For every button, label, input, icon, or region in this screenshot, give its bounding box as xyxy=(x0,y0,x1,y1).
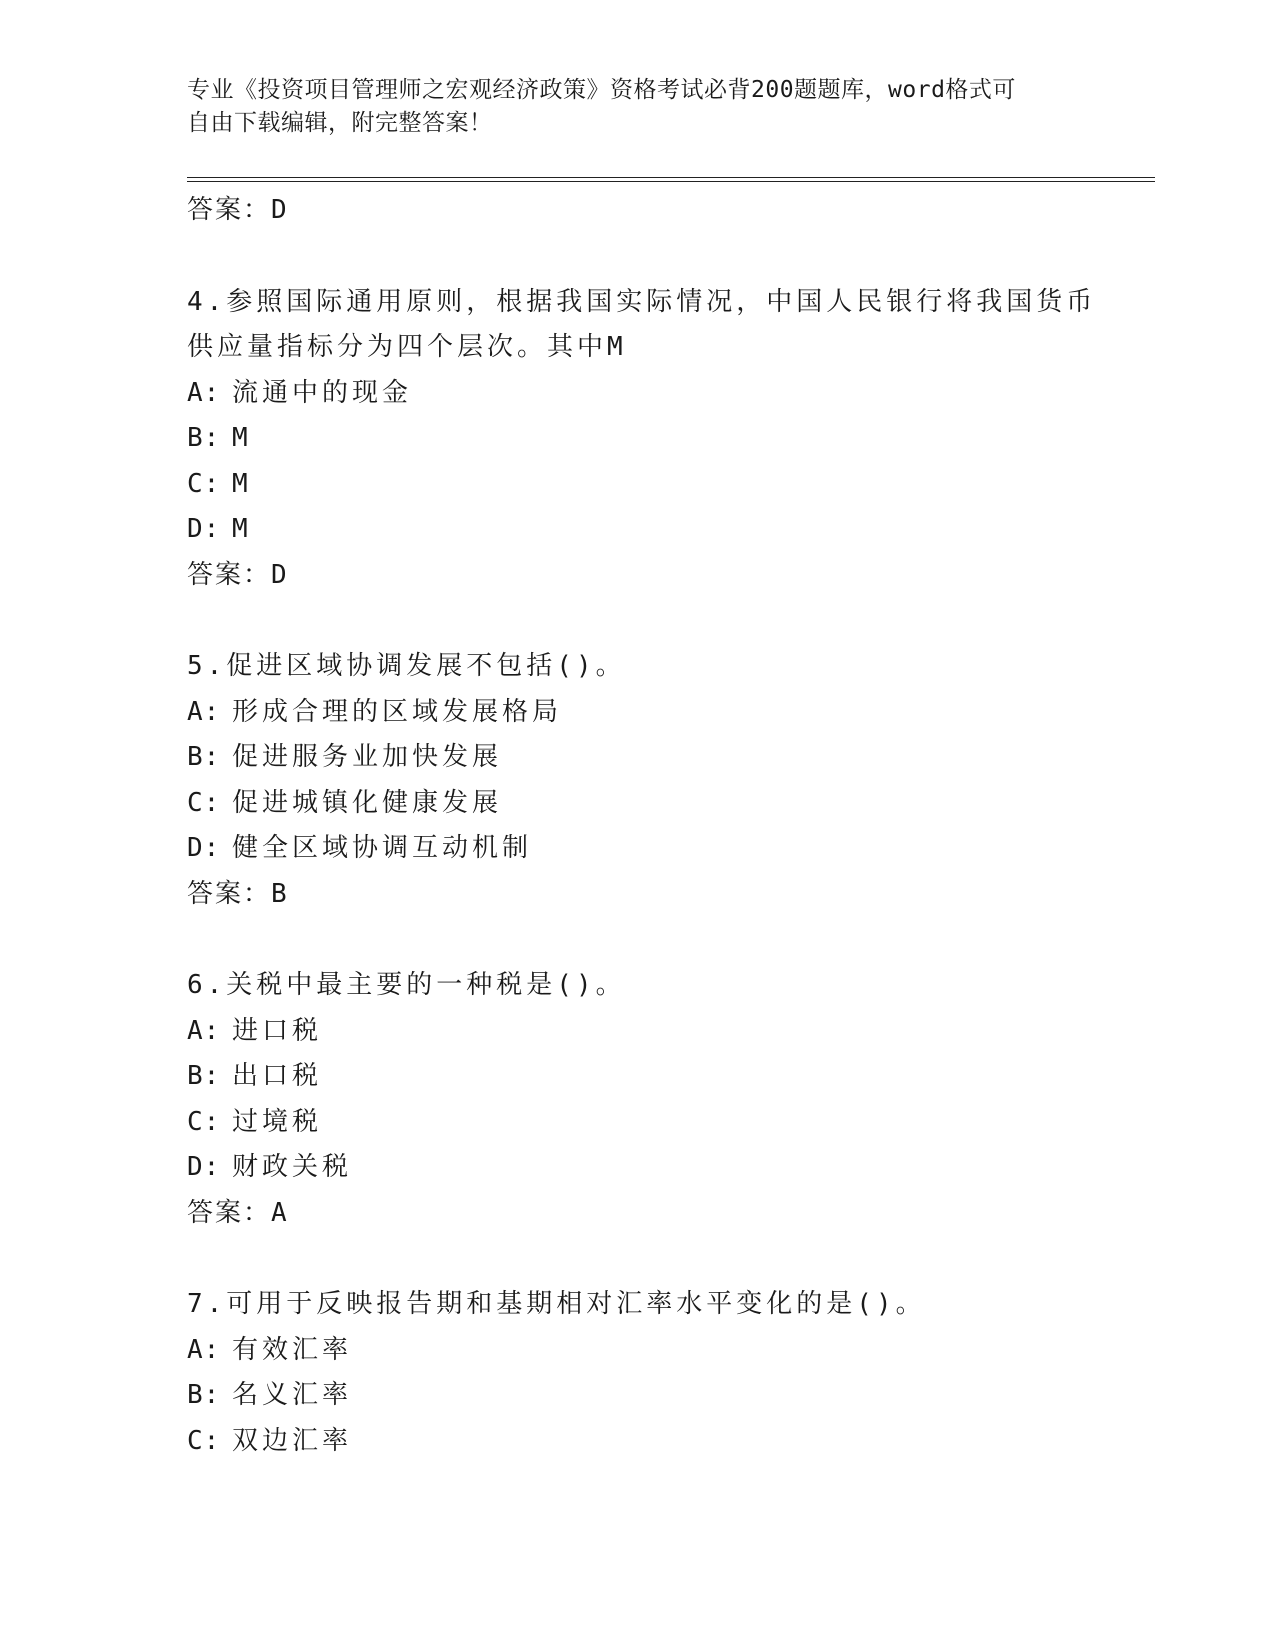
question-stem: 5.促进区域协调发展不包括()。 xyxy=(187,651,626,681)
option-letter: A: xyxy=(187,1334,221,1365)
option-letter: A: xyxy=(187,1015,221,1046)
option-text: 财政关税 xyxy=(232,1152,353,1182)
option-d xyxy=(187,826,1087,872)
option-text: M xyxy=(232,514,252,544)
option-text: 有效汇率 xyxy=(232,1334,353,1365)
option-b xyxy=(187,735,1087,781)
option-d xyxy=(187,507,1087,553)
option-text: 促进城镇化健康发展 xyxy=(232,787,503,818)
option-letter: C: xyxy=(187,1425,221,1456)
option-letter: B: xyxy=(187,1380,221,1410)
option-text: M xyxy=(232,468,252,499)
question-block xyxy=(187,644,1087,917)
option-text: 健全区域协调互动机制 xyxy=(232,833,533,863)
option-a xyxy=(187,1009,1087,1055)
option-text: 促进服务业加快发展 xyxy=(232,742,503,772)
spacer xyxy=(187,1236,1087,1282)
option-b xyxy=(187,1373,1087,1419)
option-letter: B: xyxy=(187,423,221,453)
option-letter: A: xyxy=(187,377,221,408)
option-c xyxy=(187,1100,1087,1146)
option-text: 出口税 xyxy=(232,1061,323,1091)
option-letter: C: xyxy=(187,787,221,818)
option-letter: C: xyxy=(187,468,221,499)
option-text: 名义汇率 xyxy=(232,1380,353,1410)
question-stem: 6.关税中最主要的一种税是()。 xyxy=(187,970,626,1000)
option-letter: B: xyxy=(187,1061,221,1091)
page-header xyxy=(187,74,1087,140)
option-letter: D: xyxy=(187,833,221,863)
option-d xyxy=(187,1145,1087,1191)
spacer xyxy=(187,598,1087,644)
question-block xyxy=(187,963,1087,1236)
question-block xyxy=(187,1282,1087,1464)
question-block xyxy=(187,280,1097,599)
option-letter: B: xyxy=(187,742,221,772)
option-text: 流通中的现金 xyxy=(232,377,413,408)
question-stem: 4.参照国际通用原则，根据我国实际情况，中国人民银行将我国货币 xyxy=(187,286,1097,317)
spacer xyxy=(187,234,1087,280)
option-letter: D: xyxy=(187,1152,221,1182)
option-c xyxy=(187,462,1087,508)
option-text: 进口税 xyxy=(232,1015,323,1046)
answer-line: 答案：D xyxy=(187,559,289,590)
option-text: M xyxy=(232,423,252,453)
header-line-2: 自由下载编辑，附完整答案！ xyxy=(187,110,493,136)
option-letter: D: xyxy=(187,514,221,544)
question-stem-continued: 供应量指标分为四个层次。其中M xyxy=(187,332,627,362)
option-letter: A: xyxy=(187,696,221,727)
option-text: 双边汇率 xyxy=(232,1425,353,1456)
option-a xyxy=(187,1328,1087,1374)
option-a xyxy=(187,371,1087,417)
option-letter: C: xyxy=(187,1106,221,1137)
spacer xyxy=(187,917,1087,963)
option-c xyxy=(187,1419,1087,1465)
question-stem: 7.可用于反映报告期和基期相对汇率水平变化的是()。 xyxy=(187,1289,926,1319)
option-b xyxy=(187,1054,1087,1100)
question-list xyxy=(187,188,1097,1464)
answer-line: 答案：B xyxy=(187,878,289,909)
header-divider xyxy=(187,177,1155,182)
answer-line: 答案：A xyxy=(187,1197,289,1228)
option-text: 形成合理的区域发展格局 xyxy=(232,696,563,727)
option-b xyxy=(187,416,1087,462)
option-c xyxy=(187,781,1087,827)
option-text: 过境税 xyxy=(232,1106,323,1137)
option-a xyxy=(187,690,1087,736)
answer-line: 答案：D xyxy=(187,195,289,225)
header-line-1: 专业《投资项目管理师之宏观经济政策》资格考试必背200题题库，word格式可 xyxy=(187,77,1016,103)
